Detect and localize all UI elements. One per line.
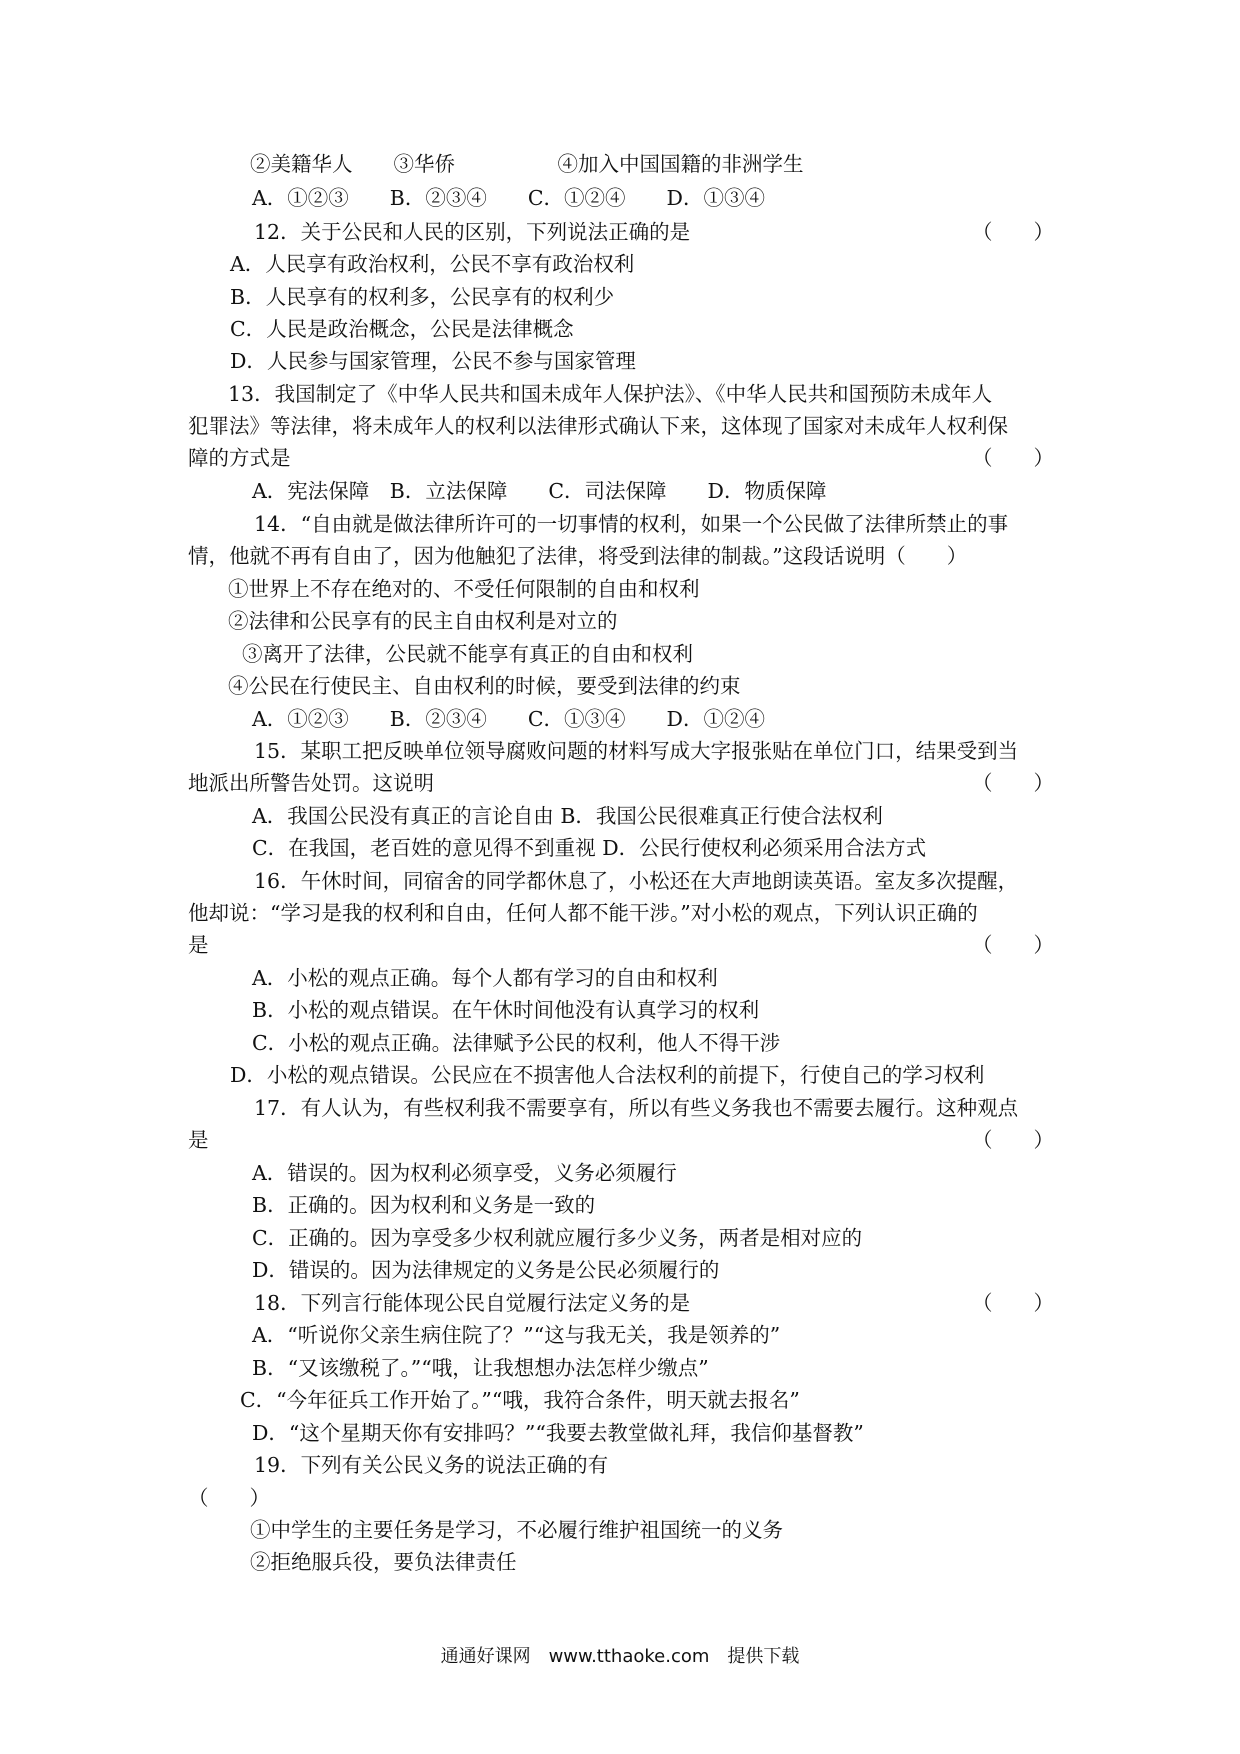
question-18-option-a: A．“听说你父亲生病住院了？”“这与我无关，我是领养的” — [252, 1323, 781, 1347]
question-17-option-b: B．正确的。因为权利和义务是一致的 — [252, 1193, 596, 1217]
question-12-option-b: B．人民享有的权利多，公民享有的权利少 — [230, 285, 615, 309]
answer-bracket: （ ） — [972, 933, 1054, 957]
question-18-option-c: C．“今年征兵工作开始了。”“哦，我符合条件，明天就去报名” — [240, 1388, 800, 1412]
question-14-statement-3: ③离开了法律，公民就不能享有真正的自由和权利 — [242, 642, 693, 666]
question-15-options-cd: C．在我国，老百姓的意见得不到重视 D．公民行使权利必须采用合法方式 — [252, 836, 927, 860]
question-13-stem-line3: 障的方式是 — [188, 446, 291, 470]
question-17-option-c: C．正确的。因为享受多少权利就应履行多少义务，两者是相对应的 — [252, 1226, 863, 1250]
question-15-options-ab: A．我国公民没有真正的言论自由 B．我国公民很难真正行使合法权利 — [252, 804, 883, 828]
question-16-option-b: B．小松的观点错误。在午休时间他没有认真学习的权利 — [252, 998, 760, 1022]
question-14-stem-line1: 14．“自由就是做法律所许可的一切事情的权利，如果一个公民做了法律所禁止的事 — [254, 512, 1009, 536]
answer-bracket: （ ） — [972, 771, 1054, 795]
answer-bracket: （ ） — [972, 1291, 1054, 1315]
question-13-options: A．宪法保障 B．立法保障 C．司法保障 D．物质保障 — [252, 479, 827, 503]
question-19-statement-1: ①中学生的主要任务是学习，不必履行维护祖国统一的义务 — [250, 1518, 783, 1542]
question-13-stem-line2: 犯罪法》等法律，将未成年人的权利以法律形式确认下来，这体现了国家对未成年人权利保 — [188, 414, 1008, 438]
question-19-statement-2: ②拒绝服兵役，要负法律责任 — [250, 1550, 517, 1574]
question-17-stem-line2: 是 — [188, 1128, 209, 1152]
question-16-option-c: C．小松的观点正确。法律赋予公民的权利，他人不得干涉 — [252, 1031, 781, 1055]
question-14-statement-4: ④公民在行使民主、自由权利的时候，要受到法律的约束 — [228, 674, 741, 698]
question-16-stem-line2: 他却说：“学习是我的权利和自由，任何人都不能干涉。”对小松的观点，下列认识正确的 — [188, 901, 978, 925]
answer-bracket: （ ） — [972, 446, 1054, 470]
question-14-options: A．①②③ B．②③④ C．①③④ D．①②④ — [252, 707, 765, 731]
question-18-option-d: D．“这个星期天你有安排吗？”“我要去教堂做礼拜，我信仰基督教” — [252, 1421, 864, 1445]
question-16-stem-line3: 是 — [188, 933, 209, 957]
question-12-option-a: A．人民享有政治权利，公民不享有政治权利 — [230, 252, 635, 276]
question-12-option-c: C．人民是政治概念，公民是法律概念 — [230, 317, 574, 341]
answer-bracket: （ ） — [972, 1128, 1054, 1152]
question-17-option-d: D．错误的。因为法律规定的义务是公民必须履行的 — [252, 1258, 720, 1282]
question-14-stem-line2: 情，他就不再有自由了，因为他触犯了法律，将受到法律的制裁。”这段话说明（ ） — [188, 544, 968, 568]
question-16-option-a: A．小松的观点正确。每个人都有学习的自由和权利 — [252, 966, 718, 990]
question-13-stem-line1: 13．我国制定了《中华人民共和国未成年人保护法》、《中华人民共和国预防未成年人 — [228, 382, 993, 406]
question-18-stem: 18．下列言行能体现公民自觉履行法定义务的是 — [254, 1291, 691, 1315]
question-16-option-d: D．小松的观点错误。公民应在不损害他人合法权利的前提下，行使自己的学习权利 — [230, 1063, 985, 1087]
question-17-stem-line1: 17．有人认为，有些权利我不需要享有，所以有些义务我也不需要去履行。这种观点 — [254, 1096, 1019, 1120]
question-19-bracket: （ ） — [188, 1486, 270, 1510]
answer-choices: A．①②③ B．②③④ C．①②④ D．①③④ — [252, 186, 765, 210]
page-footer: 通通好课网 www.tthaoke.com 提供下载 — [440, 1646, 800, 1667]
question-15-stem-line2: 地派出所警告处罚。这说明 — [188, 771, 434, 795]
answer-bracket: （ ） — [972, 220, 1054, 244]
question-14-statement-1: ①世界上不存在绝对的、不受任何限制的自由和权利 — [228, 577, 700, 601]
question-17-option-a: A．错误的。因为权利必须享受，义务必须履行 — [252, 1161, 677, 1185]
question-15-stem-line1: 15．某职工把反映单位领导腐败问题的材料写成大字报张贴在单位门口，结果受到当 — [254, 739, 1019, 763]
option-list-line: ②美籍华人 ③华侨 ④加入中国国籍的非洲学生 — [250, 152, 804, 176]
question-18-option-b: B．“又该缴税了。”“哦，让我想想办法怎样少缴点” — [252, 1356, 709, 1380]
question-12-stem: 12．关于公民和人民的区别，下列说法正确的是 — [254, 220, 691, 244]
question-16-stem-line1: 16．午休时间，同宿舍的同学都休息了，小松还在大声地朗读英语。室友多次提醒， — [254, 869, 1019, 893]
question-19-stem: 19．下列有关公民义务的说法正确的有 — [254, 1453, 609, 1477]
question-12-option-d: D．人民参与国家管理，公民不参与国家管理 — [230, 349, 636, 373]
question-14-statement-2: ②法律和公民享有的民主自由权利是对立的 — [228, 609, 618, 633]
